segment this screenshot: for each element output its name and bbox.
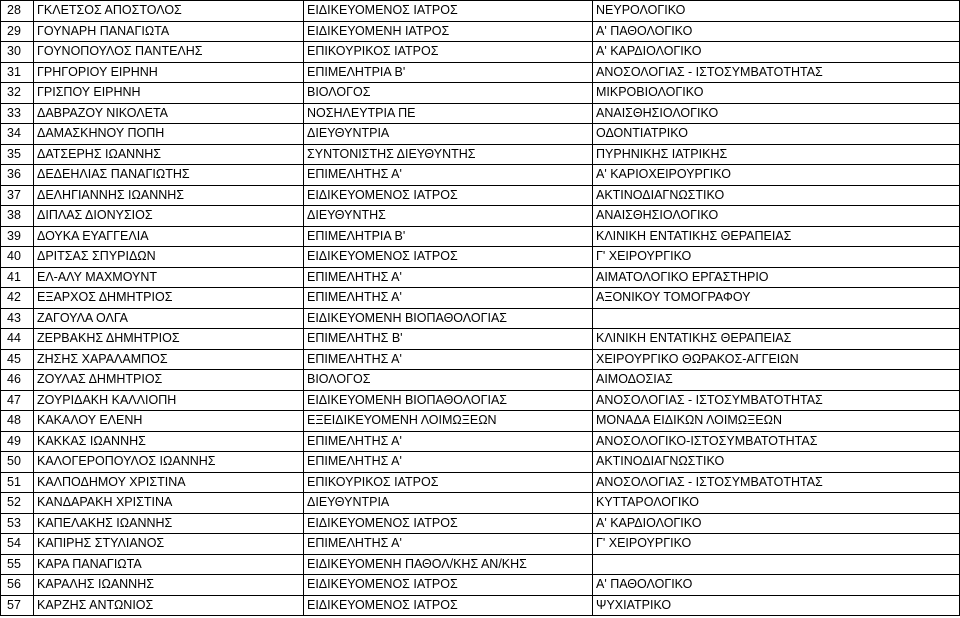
row-number-cell: 57 — [1, 595, 34, 616]
table-row — [1, 124, 960, 145]
department-cell: Α' ΚΑΡΙΟΧΕΙΡΟΥΡΓΙΚΟ — [593, 165, 960, 186]
table-row — [1, 575, 960, 596]
row-number-cell: 44 — [1, 329, 34, 350]
name-cell: ΚΑΠΕΛΑΚΗΣ ΙΩΑΝΝΗΣ — [34, 513, 304, 534]
table-row — [1, 411, 960, 432]
name-cell: ΔΕΛΗΓΙΑΝΝΗΣ ΙΩΑΝΝΗΣ — [34, 185, 304, 206]
department-cell: ΚΥΤΤΑΡΟΛΟΓΙΚΟ — [593, 493, 960, 514]
name-cell: ΚΑΛΠΟΔΗΜΟΥ ΧΡΙΣΤΙΝΑ — [34, 472, 304, 493]
name-cell: ΔΕΔΕΗΛΙΑΣ ΠΑΝΑΓΙΩΤΗΣ — [34, 165, 304, 186]
table-row — [1, 103, 960, 124]
row-number-cell: 45 — [1, 349, 34, 370]
row-number-cell: 41 — [1, 267, 34, 288]
name-cell: ΚΑΡΑΛΗΣ ΙΩΑΝΝΗΣ — [34, 575, 304, 596]
role-cell: ΕΙΔΙΚΕΥΟΜΕΝΟΣ ΙΑΤΡΟΣ — [304, 575, 593, 596]
name-cell: ΚΑΡΑ ΠΑΝΑΓΙΩΤΑ — [34, 554, 304, 575]
table-row — [1, 513, 960, 534]
department-cell: ΑΝΟΣΟΛΟΓΙΑΣ - ΙΣΤΟΣΥΜΒΑΤΟΤΗΤΑΣ — [593, 472, 960, 493]
row-number-cell: 56 — [1, 575, 34, 596]
name-cell: ΖΗΣΗΣ ΧΑΡΑΛΑΜΠΟΣ — [34, 349, 304, 370]
role-cell: ΣΥΝΤΟΝΙΣΤΗΣ ΔΙΕΥΘΥΝΤΗΣ — [304, 144, 593, 165]
department-cell: ΑΚΤΙΝΟΔΙΑΓΝΩΣΤΙΚΟ — [593, 452, 960, 473]
table-row — [1, 144, 960, 165]
department-cell: ΑΚΤΙΝΟΔΙΑΓΝΩΣΤΙΚΟ — [593, 185, 960, 206]
role-cell: ΕΞΕΙΔΙΚΕΥΟΜΕΝΗ ΛΟΙΜΩΞΕΩΝ — [304, 411, 593, 432]
row-number-cell: 39 — [1, 226, 34, 247]
department-cell: Γ' ΧΕΙΡΟΥΡΓΙΚΟ — [593, 247, 960, 268]
role-cell: ΕΠΙΜΕΛΗΤΡΙΑ Β' — [304, 226, 593, 247]
row-number-cell: 33 — [1, 103, 34, 124]
role-cell: ΒΙΟΛΟΓΟΣ — [304, 83, 593, 104]
role-cell: ΕΠΙΜΕΛΗΤΗΣ Α' — [304, 267, 593, 288]
name-cell: ΚΑΚΚΑΣ ΙΩΑΝΝΗΣ — [34, 431, 304, 452]
name-cell: ΔΙΠΛΑΣ ΔΙΟΝΥΣΙΟΣ — [34, 206, 304, 227]
name-cell: ΖΟΥΡΙΔΑΚΗ ΚΑΛΛΙΟΠΗ — [34, 390, 304, 411]
table-row — [1, 21, 960, 42]
row-number-cell: 43 — [1, 308, 34, 329]
row-number-cell: 28 — [1, 1, 34, 22]
table-row — [1, 62, 960, 83]
table-row — [1, 390, 960, 411]
table-row — [1, 267, 960, 288]
department-cell: ΚΛΙΝΙΚΗ ΕΝΤΑΤΙΚΗΣ ΘΕΡΑΠΕΙΑΣ — [593, 226, 960, 247]
department-cell: ΧΕΙΡΟΥΡΓΙΚΟ ΘΩΡΑΚΟΣ-ΑΓΓΕΙΩΝ — [593, 349, 960, 370]
name-cell: ΓΟΥΝΟΠΟΥΛΟΣ ΠΑΝΤΕΛΗΣ — [34, 42, 304, 63]
department-cell: ΑΙΜΑΤΟΛΟΓΙΚΟ ΕΡΓΑΣΤΗΡΙΟ — [593, 267, 960, 288]
row-number-cell: 46 — [1, 370, 34, 391]
name-cell: ΔΑΤΣΕΡΗΣ ΙΩΑΝΝΗΣ — [34, 144, 304, 165]
role-cell: ΕΙΔΙΚΕΥΟΜΕΝΟΣ ΙΑΤΡΟΣ — [304, 595, 593, 616]
role-cell: ΕΠΙΚΟΥΡΙΚΟΣ ΙΑΤΡΟΣ — [304, 42, 593, 63]
row-number-cell: 29 — [1, 21, 34, 42]
table-row — [1, 247, 960, 268]
row-number-cell: 50 — [1, 452, 34, 473]
name-cell: ΕΞΑΡΧΟΣ ΔΗΜΗΤΡΙΟΣ — [34, 288, 304, 309]
row-number-cell: 51 — [1, 472, 34, 493]
table-row — [1, 42, 960, 63]
table-row — [1, 185, 960, 206]
role-cell: ΔΙΕΥΘΥΝΤΡΙΑ — [304, 124, 593, 145]
table-row — [1, 472, 960, 493]
department-cell: ΑΝΟΣΟΛΟΓΙΚΟ-ΙΣΤΟΣΥΜΒΑΤΟΤΗΤΑΣ — [593, 431, 960, 452]
role-cell: ΕΙΔΙΚΕΥΟΜΕΝΟΣ ΙΑΤΡΟΣ — [304, 1, 593, 22]
department-cell: ΠΥΡΗΝΙΚΗΣ ΙΑΤΡΙΚΗΣ — [593, 144, 960, 165]
role-cell: ΕΠΙΚΟΥΡΙΚΟΣ ΙΑΤΡΟΣ — [304, 472, 593, 493]
table-row — [1, 493, 960, 514]
row-number-cell: 49 — [1, 431, 34, 452]
name-cell: ΓΡΙΣΠΟΥ ΕΙΡΗΝΗ — [34, 83, 304, 104]
table-row — [1, 349, 960, 370]
row-number-cell: 37 — [1, 185, 34, 206]
row-number-cell: 31 — [1, 62, 34, 83]
role-cell: ΕΙΔΙΚΕΥΟΜΕΝΟΣ ΙΑΤΡΟΣ — [304, 185, 593, 206]
staff-table-body — [1, 1, 960, 616]
name-cell: ΓΟΥΝΑΡΗ ΠΑΝΑΓΙΩΤΑ — [34, 21, 304, 42]
role-cell: ΕΙΔΙΚΕΥΟΜΕΝΗ ΒΙΟΠΑΘΟΛΟΓΙΑΣ — [304, 390, 593, 411]
name-cell: ΓΚΛΕΤΣΟΣ ΑΠΟΣΤΟΛΟΣ — [34, 1, 304, 22]
role-cell: ΕΠΙΜΕΛΗΤΗΣ Α' — [304, 165, 593, 186]
row-number-cell: 30 — [1, 42, 34, 63]
role-cell: ΕΠΙΜΕΛΗΤΗΣ Β' — [304, 329, 593, 350]
name-cell: ΔΑΒΡΑΖΟΥ ΝΙΚΟΛΕΤΑ — [34, 103, 304, 124]
role-cell: ΕΠΙΜΕΛΗΤΡΙΑ Β' — [304, 62, 593, 83]
row-number-cell: 36 — [1, 165, 34, 186]
name-cell: ΖΑΓΟΥΛΑ ΟΛΓΑ — [34, 308, 304, 329]
department-cell: ΟΔΟΝΤΙΑΤΡΙΚΟ — [593, 124, 960, 145]
role-cell: ΕΠΙΜΕΛΗΤΗΣ Α' — [304, 288, 593, 309]
table-row — [1, 288, 960, 309]
name-cell: ΚΑΛΟΓΕΡΟΠΟΥΛΟΣ ΙΩΑΝΝΗΣ — [34, 452, 304, 473]
name-cell: ΚΑΝΔΑΡΑΚΗ ΧΡΙΣΤΙΝΑ — [34, 493, 304, 514]
role-cell: ΒΙΟΛΟΓΟΣ — [304, 370, 593, 391]
name-cell: ΚΑΡΖΗΣ ΑΝΤΩΝΙΟΣ — [34, 595, 304, 616]
department-cell: ΑΝΑΙΣΘΗΣΙΟΛΟΓΙΚΟ — [593, 206, 960, 227]
role-cell: ΕΠΙΜΕΛΗΤΗΣ Α' — [304, 349, 593, 370]
row-number-cell: 35 — [1, 144, 34, 165]
name-cell: ΔΑΜΑΣΚΗΝΟΥ ΠΟΠΗ — [34, 124, 304, 145]
table-row — [1, 206, 960, 227]
table-row — [1, 595, 960, 616]
row-number-cell: 55 — [1, 554, 34, 575]
department-cell: ΚΛΙΝΙΚΗ ΕΝΤΑΤΙΚΗΣ ΘΕΡΑΠΕΙΑΣ — [593, 329, 960, 350]
role-cell: ΕΠΙΜΕΛΗΤΗΣ Α' — [304, 431, 593, 452]
name-cell: ΓΡΗΓΟΡΙΟΥ ΕΙΡΗΝΗ — [34, 62, 304, 83]
department-cell: Α' ΚΑΡΔΙΟΛΟΓΙΚΟ — [593, 513, 960, 534]
row-number-cell: 53 — [1, 513, 34, 534]
row-number-cell: 38 — [1, 206, 34, 227]
table-row — [1, 554, 960, 575]
row-number-cell: 40 — [1, 247, 34, 268]
department-cell — [593, 308, 960, 329]
table-row — [1, 226, 960, 247]
role-cell: ΕΙΔΙΚΕΥΟΜΕΝΗ ΒΙΟΠΑΘΟΛΟΓΙΑΣ — [304, 308, 593, 329]
department-cell: ΑΝΟΣΟΛΟΓΙΑΣ - ΙΣΤΟΣΥΜΒΑΤΟΤΗΤΑΣ — [593, 390, 960, 411]
name-cell: ΚΑΚΑΛΟΥ ΕΛΕΝΗ — [34, 411, 304, 432]
name-cell: ΖΕΡΒΑΚΗΣ ΔΗΜΗΤΡΙΟΣ — [34, 329, 304, 350]
name-cell: ΕΛ-ΑΛΥ ΜΑΧΜΟΥΝΤ — [34, 267, 304, 288]
role-cell: ΕΙΔΙΚΕΥΟΜΕΝΗ ΙΑΤΡΟΣ — [304, 21, 593, 42]
name-cell: ΔΟΥΚΑ ΕΥΑΓΓΕΛΙΑ — [34, 226, 304, 247]
department-cell: ΑΞΟΝΙΚΟΥ ΤΟΜΟΓΡΑΦΟΥ — [593, 288, 960, 309]
name-cell: ΚΑΠΙΡΗΣ ΣΤΥΛΙΑΝΟΣ — [34, 534, 304, 555]
role-cell: ΔΙΕΥΘΥΝΤΗΣ — [304, 206, 593, 227]
department-cell: ΨΥΧΙΑΤΡΙΚΟ — [593, 595, 960, 616]
row-number-cell: 42 — [1, 288, 34, 309]
table-row — [1, 452, 960, 473]
role-cell: ΔΙΕΥΘΥΝΤΡΙΑ — [304, 493, 593, 514]
department-cell: Γ' ΧΕΙΡΟΥΡΓΙΚΟ — [593, 534, 960, 555]
table-row — [1, 165, 960, 186]
table-row — [1, 83, 960, 104]
role-cell: ΕΠΙΜΕΛΗΤΗΣ Α' — [304, 452, 593, 473]
row-number-cell: 32 — [1, 83, 34, 104]
row-number-cell: 52 — [1, 493, 34, 514]
role-cell: ΕΙΔΙΚΕΥΟΜΕΝΟΣ ΙΑΤΡΟΣ — [304, 247, 593, 268]
role-cell: ΕΙΔΙΚΕΥΟΜΕΝΗ ΠΑΘΟΛ/ΚΗΣ ΑΝ/ΚΗΣ — [304, 554, 593, 575]
row-number-cell: 34 — [1, 124, 34, 145]
department-cell: Α' ΠΑΘΟΛΟΓΙΚΟ — [593, 575, 960, 596]
role-cell: ΕΙΔΙΚΕΥΟΜΕΝΟΣ ΙΑΤΡΟΣ — [304, 513, 593, 534]
name-cell: ΖΟΥΛΑΣ ΔΗΜΗΤΡΙΟΣ — [34, 370, 304, 391]
role-cell: ΕΠΙΜΕΛΗΤΗΣ Α' — [304, 534, 593, 555]
department-cell: ΜΙΚΡΟΒΙΟΛΟΓΙΚΟ — [593, 83, 960, 104]
role-cell: ΝΟΣΗΛΕΥΤΡΙΑ ΠΕ — [304, 103, 593, 124]
table-row — [1, 534, 960, 555]
department-cell: ΑΝΑΙΣΘΗΣΙΟΛΟΓΙΚΟ — [593, 103, 960, 124]
department-cell: ΝΕΥΡΟΛΟΓΙΚΟ — [593, 1, 960, 22]
department-cell: Α' ΠΑΘΟΛΟΓΙΚΟ — [593, 21, 960, 42]
department-cell: ΑΙΜΟΔΟΣΙΑΣ — [593, 370, 960, 391]
table-row — [1, 308, 960, 329]
table-row — [1, 370, 960, 391]
name-cell: ΔΡΙΤΣΑΣ ΣΠΥΡΙΔΩΝ — [34, 247, 304, 268]
department-cell: ΜΟΝΑΔΑ ΕΙΔΙΚΩΝ ΛΟΙΜΩΞΕΩΝ — [593, 411, 960, 432]
row-number-cell: 54 — [1, 534, 34, 555]
table-row — [1, 431, 960, 452]
table-row — [1, 1, 960, 22]
table-row — [1, 329, 960, 350]
department-cell: ΑΝΟΣΟΛΟΓΙΑΣ - ΙΣΤΟΣΥΜΒΑΤΟΤΗΤΑΣ — [593, 62, 960, 83]
row-number-cell: 48 — [1, 411, 34, 432]
row-number-cell: 47 — [1, 390, 34, 411]
department-cell — [593, 554, 960, 575]
department-cell: Α' ΚΑΡΔΙΟΛΟΓΙΚΟ — [593, 42, 960, 63]
